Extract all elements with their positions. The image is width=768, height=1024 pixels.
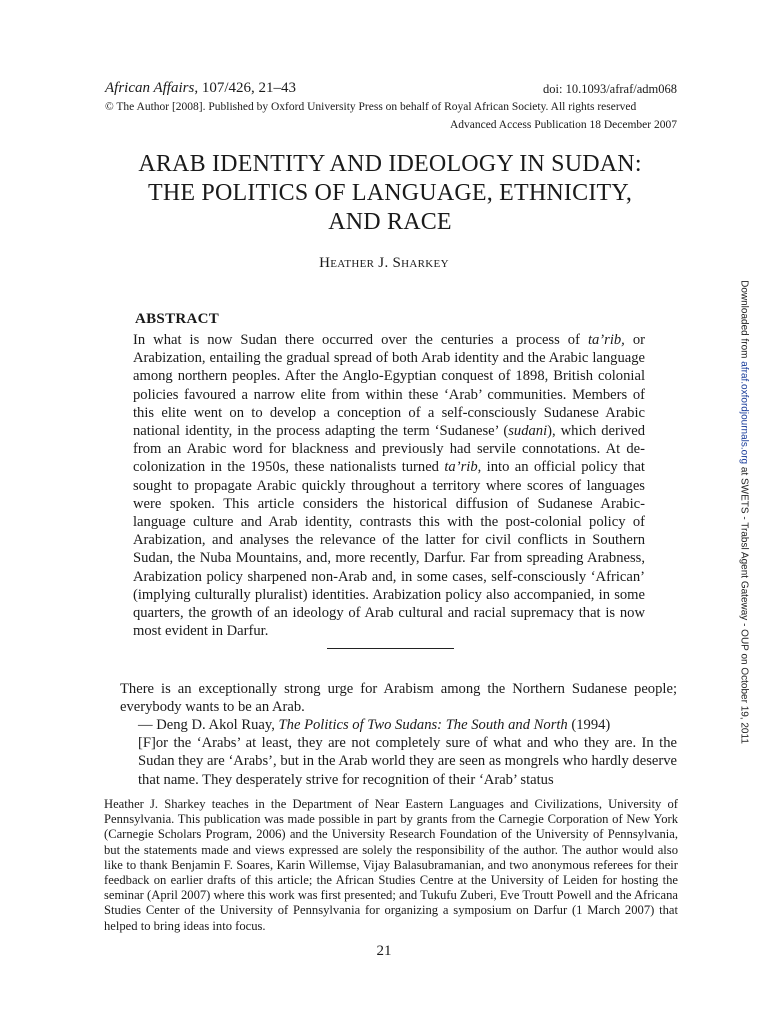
section-divider — [327, 648, 454, 649]
abstract-italic: ta’rib — [444, 459, 478, 476]
epigraph-2 — [120, 716, 677, 789]
abstract-italic: ta’rib, — [587, 332, 625, 348]
abstract-italic: sudani — [508, 423, 548, 440]
author-name: Heather J. Sharkey — [319, 255, 449, 271]
citation-author: — Deng D. Akol Ruay, — [138, 717, 279, 733]
citation-title: The Politics of Two Sudans: The South and North — [278, 717, 568, 733]
epigraph-quote-1: There is an exceptionally strong urge for Arabism among the Northern Sudanese people; everybody wants to be an Arab. — [120, 681, 677, 716]
epigraph-quote-2: [F]or the ‘Arabs’ at least, they are not completely sure of what and who they are. In the Sudan they are ‘Arabs’, but in the Arab world they are seen as mongrels who hardly deserve that name. They desperately strive for recognition of their ‘Arab’ status — [138, 735, 677, 788]
journal-ref: , 107/426, 21–43 — [194, 80, 296, 96]
title-line-3: AND RACE — [328, 209, 452, 235]
journal-name: African Affairs — [105, 80, 195, 96]
advance-access-line: Advanced Access Publication 18 December 2007 — [449, 119, 677, 131]
abstract-text: or Arabization, entailing the gradual spread of both Arab identity and the Arabic language among northern peoples. After the Anglo-Egyptian conquest of 1898, British colonial policies favoured a narrow elite from within these ‘Arab’ communities. Members of this elite went on to develop a conception of a self-consciously Sudanese Arabic national identity, in the process adapting the term ‘Sudanese’ ( — [133, 332, 645, 440]
journal-header — [105, 80, 677, 97]
copyright-line: © The Author [2008]. Published by Oxford University Press on behalf of Royal African Society. All rights reserved — [105, 101, 637, 113]
page-number: 21 — [376, 943, 392, 959]
abstract-heading: ABSTRACT — [135, 311, 220, 327]
download-link[interactable]: afraf.oxfordjournals.org — [738, 361, 750, 465]
epigraph-1 — [120, 680, 677, 716]
journal-citation — [105, 80, 296, 97]
download-suffix: at SWETS - Trabsl Agent Gateway - OUP on October 19, 2011 — [738, 464, 750, 744]
title-line-1: ARAB IDENTITY AND IDEOLOGY IN SUDAN: — [138, 151, 642, 177]
epigraph-citation — [120, 716, 677, 734]
abstract-text: ), which derived from an Arabic word for blackness and previously had servile connotations. At decolonization in the 1950s, these nationalists turned — [133, 423, 645, 476]
abstract-text: , into an official policy that sought to propagate Arabic quickly throughout a territory where scores of languages were spoken. This article considers the historical diffusion of Sudanese Arabic-language culture and Arab identity, contrasts this with the post-colonial policy of Arabization, and analyses the relevance of the latter for civil conflicts in Southern Sudan, the Nuba Mountains, and, more recently, Darfur. Far from spreading Arabness, Arabization policy sharpened non-Arab and, in some cases, self-consciously ‘African’ (implying culturally pluralist) identities. Arabization policy also accompanied, in some quarters, the growth of an ideology of Arab cultural and racial supremacy that is now most evident in Darfur. — [133, 459, 645, 640]
article-title — [95, 150, 685, 237]
download-notice — [739, 280, 750, 744]
author-footnote: Heather J. Sharkey teaches in the Department of Near Eastern Languages and Civilizations, University of Pennsylvania. This publication was made possible in part by grants from the Carnegie Corporation of New York (Carnegie Scholars Program, 2006) and the University Research Foundation of the University of Pennsylvania, but the statements made and views expressed are solely the responsibility of the author. The author would also like to thank Benjamin F. Soares, Karin Willemse, Vijay Balasubramanian, and two anonymous referees for their feedback on earlier drafts of this article; the African Studies Centre at the University of Leiden for hosting the seminar (April 2007) where this work was first presented; and Tukufu Zuberi, Eve Troutt Powell and the Africana Studies Center of the University of Pennsylvania for organizing a symposium on Darfur (1 March 2007) that helped to bring ideas into focus. — [104, 797, 678, 933]
download-prefix: Downloaded from — [738, 280, 750, 362]
doi: doi: 10.1093/afraf/adm068 — [543, 82, 677, 96]
citation-year: (1994) — [567, 717, 611, 733]
abstract-body — [133, 331, 645, 640]
abstract-text: In what is now Sudan there occurred over the centuries a process of — [133, 332, 588, 348]
title-line-2: THE POLITICS OF LANGUAGE, ETHNICITY, — [147, 180, 633, 206]
